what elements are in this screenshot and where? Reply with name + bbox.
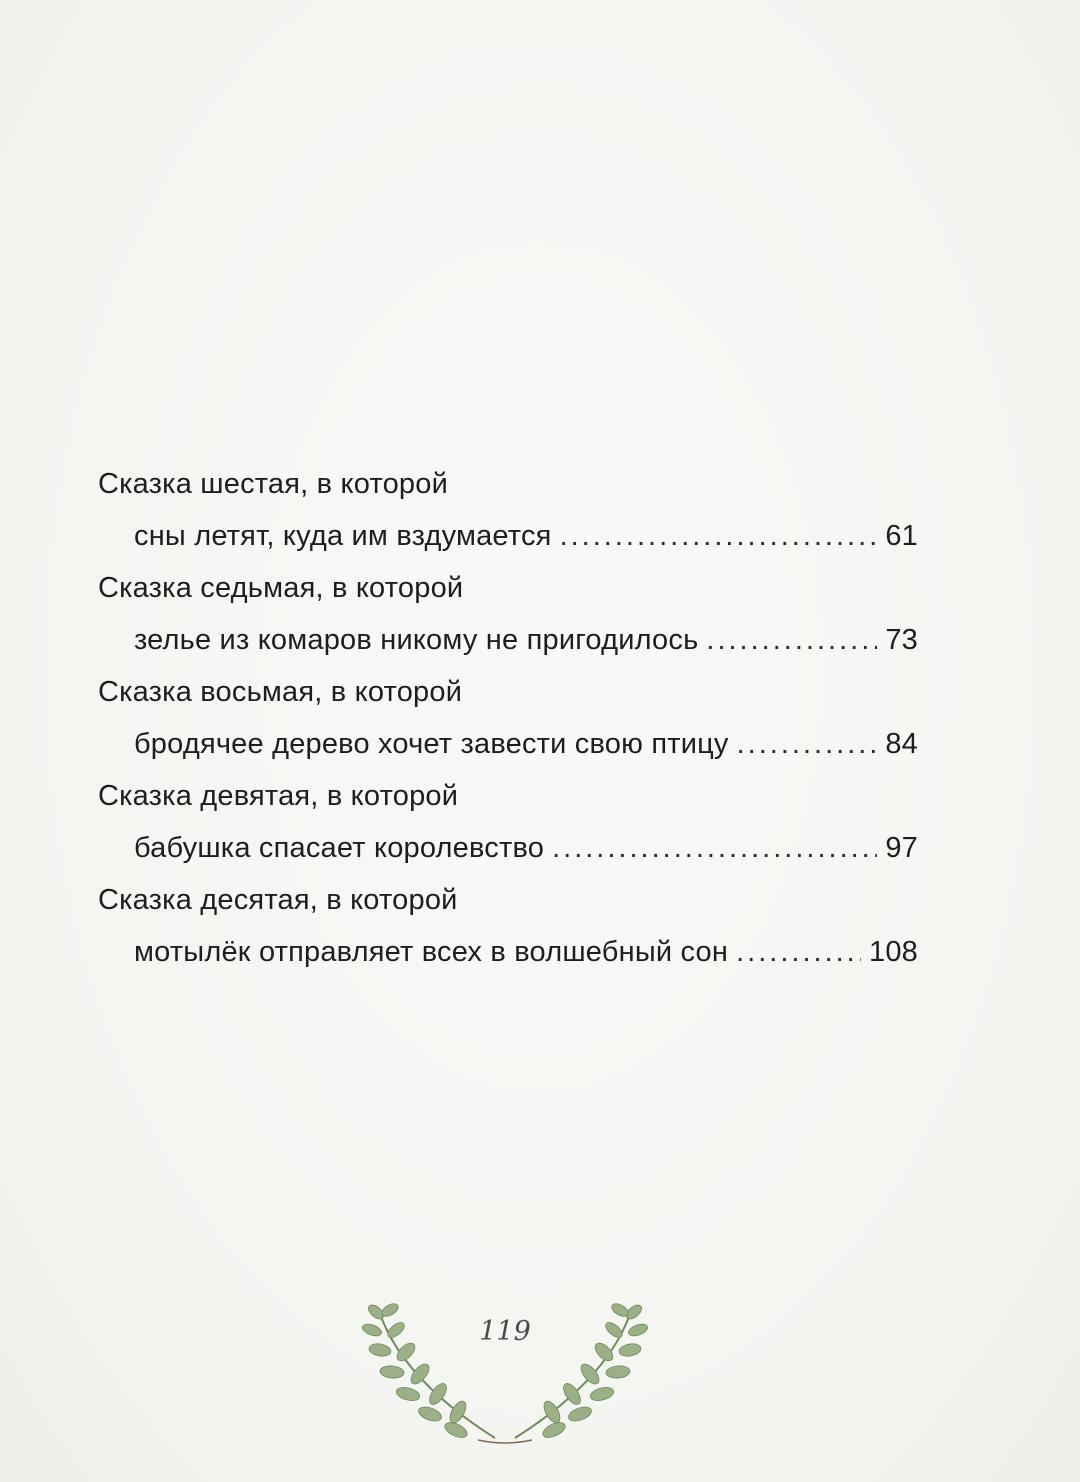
toc-entry	[98, 562, 918, 666]
leader-dots	[706, 614, 877, 666]
leader-dots	[552, 822, 877, 874]
toc-entry-title: Сказка шестая, в которой	[98, 468, 448, 500]
toc-page-number: 84	[885, 728, 918, 760]
leader-dots	[560, 510, 878, 562]
toc-entry-line	[134, 510, 918, 562]
toc-entry-subtitle: мотылёк отправляет всех в волшебный сон	[134, 936, 729, 968]
toc-entry-title: Сказка восьмая, в которой	[98, 676, 463, 708]
page-footer	[360, 1298, 650, 1448]
table-of-contents	[98, 458, 918, 978]
toc-entry-title: Сказка девятая, в которой	[98, 780, 459, 812]
toc-entry	[98, 458, 918, 562]
leader-dots	[737, 718, 878, 770]
toc-entry-title: Сказка седьмая, в которой	[98, 572, 464, 604]
toc-entry-line	[134, 718, 918, 770]
toc-entry-subtitle: бабушка спасает королевство	[134, 832, 545, 864]
toc-entry-line	[134, 926, 918, 978]
toc-entry-line	[134, 614, 918, 666]
toc-page-number: 61	[885, 520, 918, 552]
toc-entry-line	[134, 822, 918, 874]
toc-page-number: 108	[869, 936, 918, 968]
toc-entry	[98, 874, 918, 978]
page-number: 119	[479, 1316, 531, 1347]
leader-dots	[736, 926, 861, 978]
toc-entry	[98, 770, 918, 874]
toc-entry	[98, 666, 918, 770]
toc-entry-title: Сказка десятая, в которой	[98, 884, 458, 916]
toc-entry-subtitle: бродячее дерево хочет завести свою птицу	[134, 728, 729, 760]
toc-page-number: 73	[885, 624, 918, 656]
toc-entry-subtitle: сны летят, куда им вздумается	[134, 520, 552, 552]
toc-entry-subtitle: зелье из комаров никому не пригодилось	[134, 624, 699, 656]
toc-page-number: 97	[885, 832, 918, 864]
